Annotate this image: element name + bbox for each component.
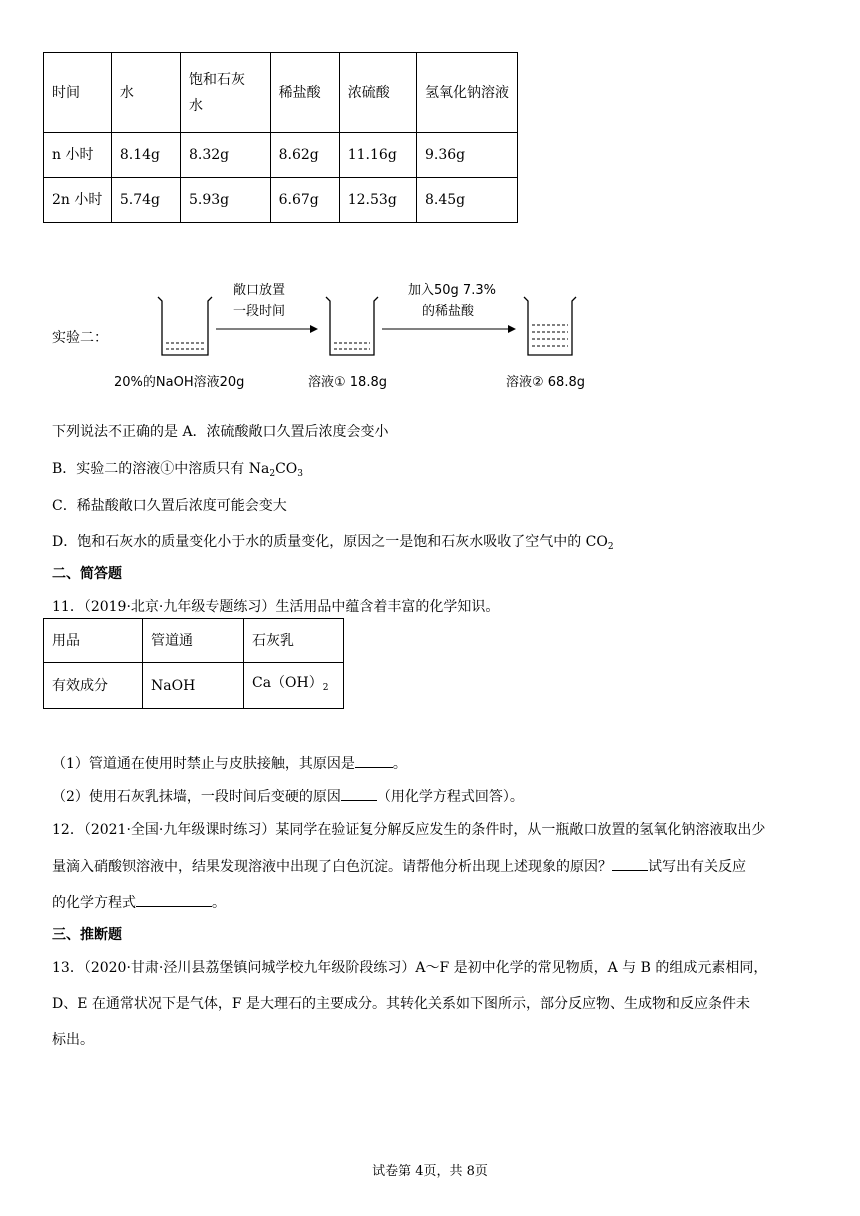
step-1-line-1: 敞口放置: [233, 283, 286, 298]
table-cell: NaOH: [143, 663, 244, 709]
q13-line-3: 标出。: [52, 1032, 94, 1048]
beaker-2-label: 溶液① 18.8g: [308, 375, 387, 390]
beaker-2-icon: [326, 297, 378, 355]
table-cell: n 小时: [44, 133, 112, 178]
q11-part-1: （1）管道通在使用时禁止与皮肤接触，其原因是 。: [52, 753, 407, 774]
step-2-line-2: 的稀盐酸: [422, 304, 475, 319]
table-cell: 2n 小时: [44, 178, 112, 223]
table-row: [44, 619, 344, 663]
q11-part-2: （2）使用石灰乳抹墙，一段时间后变硬的原因 （用化学方程式回答）。: [52, 786, 524, 807]
table-header-row: [44, 53, 518, 133]
table-cell: 5.74g: [111, 178, 180, 223]
section-3-heading: 三、推断题: [52, 927, 122, 943]
q13-line-1: 13．（2020·甘肃·泾川县荔堡镇问城学校九年级阶段练习）A～F 是初中化学的常见物质，A 与 B 的组成元素相同，: [52, 960, 768, 976]
q11-table: [43, 618, 344, 709]
table-header-cell: 水: [111, 53, 180, 133]
table-cell: 11.16g: [339, 133, 416, 178]
table-cell: 8.62g: [270, 133, 339, 178]
beaker-1-label: 20%的NaOH溶液20g: [114, 375, 245, 390]
table-cell: 9.36g: [417, 133, 518, 178]
table-header-cell: 氢氧化钠溶液: [417, 53, 518, 133]
answer-blank[interactable]: [136, 892, 212, 907]
table-header-cell: 稀盐酸: [270, 53, 339, 133]
table-row: [44, 663, 344, 709]
table-header-cell: 时间: [44, 53, 112, 133]
mass-change-table: [43, 52, 518, 223]
q10-option-d: D．饱和石灰水的质量变化小于水的质量变化，原因之一是饱和石灰水吸收了空气中的 $CO_2$: [52, 534, 614, 552]
table-cell: 8.32g: [180, 133, 270, 178]
experiment-2-diagram: [110, 275, 590, 395]
beaker-3-icon: [524, 297, 576, 355]
table-cell: 8.14g: [111, 133, 180, 178]
table-cell: 石灰乳: [244, 619, 344, 663]
table-cell: 6.67g: [270, 178, 339, 223]
answer-blank[interactable]: [355, 753, 393, 768]
beaker-1-icon: [158, 297, 212, 355]
answer-blank[interactable]: [341, 786, 377, 801]
table-row: [44, 133, 518, 178]
experiment-2-label: 实验二：: [52, 330, 108, 346]
table-cell: 5.93g: [180, 178, 270, 223]
q10-option-b: B．实验二的溶液①中溶质只有 $Na_2CO_3$: [52, 461, 304, 479]
step-1-line-2: 一段时间: [233, 304, 286, 319]
q12-line-3: 的化学方程式 。: [52, 892, 226, 913]
beaker-3-label: 溶液② 68.8g: [506, 375, 585, 390]
q12-line-1: 12．（2021·全国·九年级课时练习）某同学在验证复分解反应发生的条件时，从一瓶敞口放置的氢氧化钠溶液取出少: [52, 822, 766, 838]
table-row: [44, 178, 518, 223]
q10-stem: 下列说法不正确的是 A．浓硫酸敞口久置后浓度会变小: [52, 424, 389, 440]
table-cell: 有效成分: [44, 663, 143, 709]
table-header-cell: 饱和石灰水: [180, 53, 270, 133]
table-cell: 12.53g: [339, 178, 416, 223]
table-cell: $Ca(OH)_2$: [244, 663, 344, 709]
table-cell: 管道通: [143, 619, 244, 663]
q11-title: 11．（2019·北京·九年级专题练习）生活用品中蕴含着丰富的化学知识。: [52, 599, 500, 615]
table-header-cell: 浓硫酸: [339, 53, 416, 133]
table-cell: 用品: [44, 619, 143, 663]
section-2-heading: 二、简答题: [52, 566, 122, 582]
q13-line-2: D、E 在通常状况下是气体，F 是大理石的主要成分。其转化关系如下图所示，部分反应物、生成物和反应条件未: [52, 996, 751, 1012]
answer-blank[interactable]: [612, 856, 648, 871]
step-2-line-1: 加入50g 7.3%: [408, 283, 496, 298]
page-footer: 试卷第 4页，共 8页: [372, 1164, 488, 1179]
q12-line-2: 量滴入硝酸钡溶液中，结果发现溶液中出现了白色沉淀。请帮他分析出现上述现象的原因？ 试写出有关反应: [52, 856, 746, 877]
q10-option-c: C．稀盐酸敞口久置后浓度可能会变大: [52, 498, 287, 514]
table-cell: 8.45g: [417, 178, 518, 223]
